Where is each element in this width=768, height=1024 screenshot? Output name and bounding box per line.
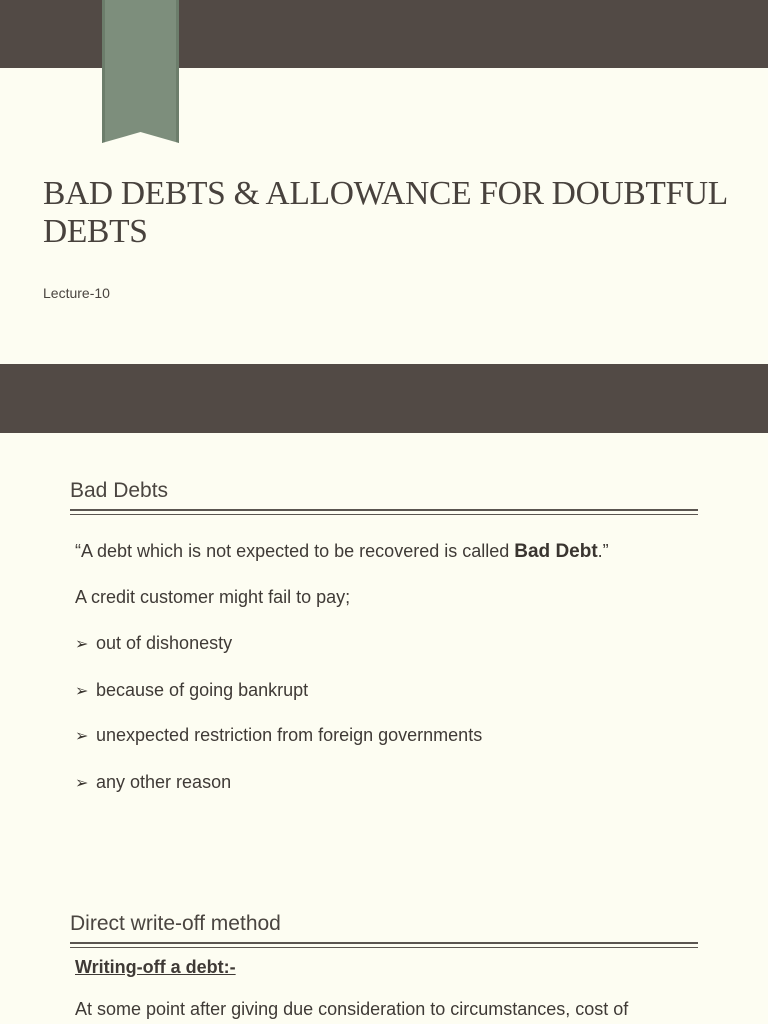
heading-rule-bottom: [70, 514, 698, 515]
list-item-text: unexpected restriction from foreign governments: [96, 725, 483, 745]
list-item-text: out of dishonesty: [96, 633, 233, 653]
section-heading-direct-write-off: Direct write-off method: [70, 912, 281, 935]
subheading-writing-off: Writing-off a debt:-: [75, 957, 236, 977]
list-item-text: because of going bankrupt: [96, 680, 309, 700]
heading-rule-top: [70, 509, 698, 511]
quote-bold-term: Bad Debt: [514, 541, 598, 562]
list-item: [75, 772, 231, 793]
intro-text: A credit customer might fail to pay;: [75, 587, 351, 607]
quote-prefix: “A debt which is not expected to be recovered is called: [75, 541, 515, 561]
slide-subtitle: Lecture-10: [43, 285, 110, 301]
bookmark-ribbon-icon: [102, 0, 179, 143]
list-item: [75, 633, 232, 654]
list-item: [75, 680, 308, 701]
slide-title: BAD DEBTS & ALLOWANCE FOR DOUBTFUL DEBTS: [43, 175, 727, 250]
heading-rule-bottom: [70, 947, 698, 948]
list-item-text: any other reason: [96, 772, 232, 792]
arrowhead-bullet-icon: ➢: [75, 683, 89, 700]
definition-quote: [75, 541, 609, 563]
title-block: [43, 175, 733, 251]
arrowhead-bullet-icon: ➢: [75, 775, 89, 792]
arrowhead-bullet-icon: ➢: [75, 636, 89, 653]
quote-suffix: .”: [597, 541, 609, 561]
section-heading-bad-debts: Bad Debts: [70, 479, 169, 502]
divider-band: [0, 364, 768, 433]
heading-rule-top: [70, 942, 698, 944]
list-item: [75, 725, 482, 746]
arrowhead-bullet-icon: ➢: [75, 728, 89, 745]
paragraph-text: At some point after giving due consideration to circumstances, cost of: [75, 999, 629, 1019]
